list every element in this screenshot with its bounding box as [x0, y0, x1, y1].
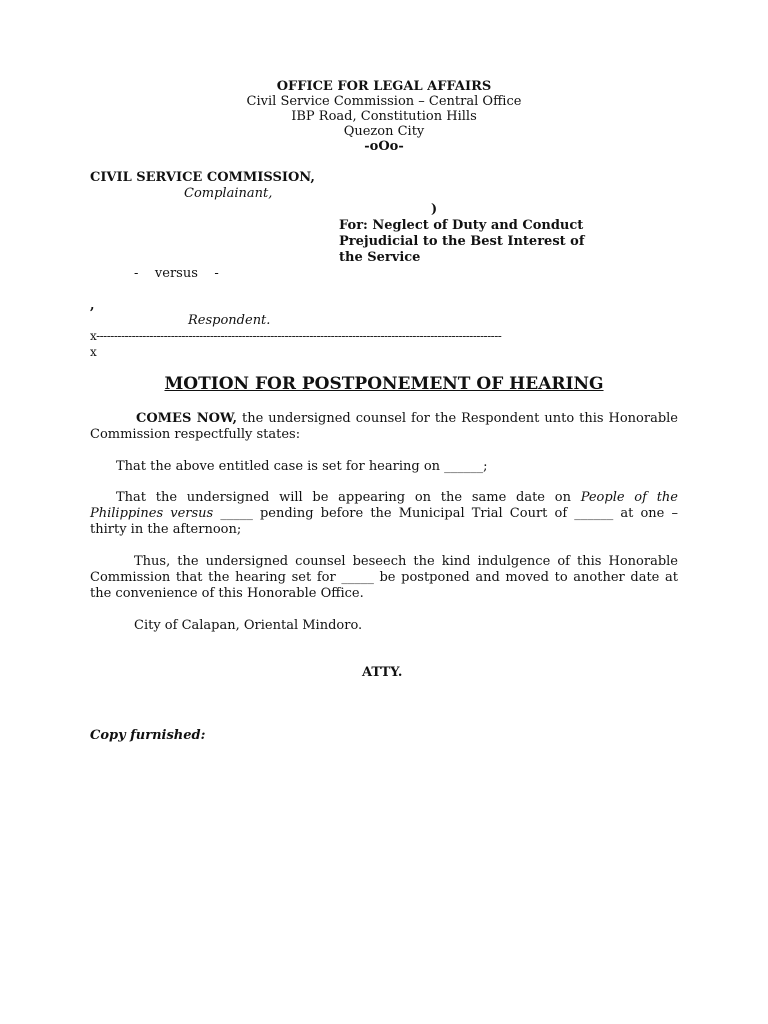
charge-line-1: For: Neglect of Duty and Conduct — [339, 218, 584, 233]
signature-atty: ATTY. — [362, 665, 403, 680]
comes-now-lead: COMES NOW, — [136, 411, 238, 426]
paragraph-comes-now — [90, 411, 678, 443]
case-title: People of the Philippines versus — [90, 490, 678, 521]
office-heading: OFFICE FOR LEGAL AFFAIRS — [276, 79, 492, 94]
conflict-text-start: That the undersigned will be appearing on the same date on — [116, 490, 581, 505]
caption-rule — [90, 329, 680, 343]
header-divider: -oOo- — [364, 139, 404, 154]
charge-line-2: Prejudicial to the Best Interest of — [339, 234, 585, 249]
caption-parenthesis: ) — [431, 202, 438, 217]
copy-furnished-label: Copy furnished: — [90, 728, 206, 743]
respondent-label: Respondent. — [188, 313, 271, 328]
address-line-1: IBP Road, Constitution Hills — [291, 109, 477, 124]
motion-title: MOTION FOR POSTPONEMENT OF HEARING — [164, 374, 604, 394]
rule-dashes: ------------------------------------------------------------------------------------------------------------------ — [96, 329, 502, 343]
versus-label: - versus - — [134, 266, 219, 281]
rule-x-start: x — [90, 329, 97, 343]
paragraph-prayer: Thus, the undersigned counsel beseech the kind indulgence of this Honorable Commission that the hearing set for _____ be postponed and moved to another date at the convenience of this Honorable Office. — [90, 554, 678, 601]
address-line-2: Quezon City — [343, 124, 425, 139]
agency-name: Civil Service Commission – Central Office — [246, 94, 522, 109]
rule-x-end: x — [90, 345, 97, 359]
complainant-label: Complainant, — [184, 186, 273, 201]
respondent-name-comma: , — [90, 298, 95, 313]
paragraph-hearing-date: That the above entitled case is set for hearing on ______; — [116, 459, 488, 474]
paragraph-conflict — [90, 490, 678, 538]
charge-line-3: the Service — [339, 250, 421, 265]
place-line: City of Calapan, Oriental Mindoro. — [134, 618, 363, 633]
conflict-text-end: _____ pending before the Municipal Trial Court of ______ at one – thirty in the afternoon; — [90, 506, 678, 537]
comes-now-text: the undersigned counsel for the Respondent unto this Honorable Commission respectfully states: — [90, 411, 678, 442]
complainant-name: CIVIL SERVICE COMMISSION, — [90, 170, 315, 185]
